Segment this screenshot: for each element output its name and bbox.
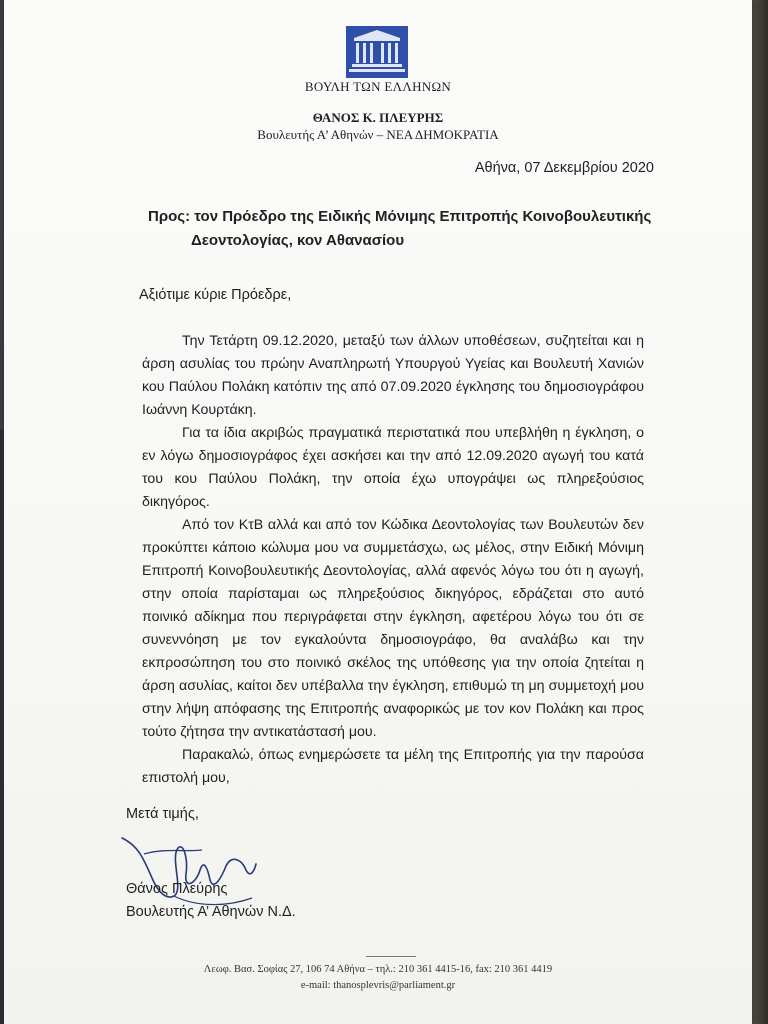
letter-body (142, 330, 644, 790)
body-paragraph: Από τον ΚτΒ αλλά και από τον Κώδικα Δεοντολογίας των Βουλευτών δεν προκύπτει κάποιο κώλυμα μου να συμμετάσχω, ως μέλος, στην Ειδική Μόνιμη Επιτροπή Κοινοβουλευτικής Δεοντολογίας, αλλά αφενός λόγω του ότι η αγωγή, στην οποία παρίσταμαι ως πληρεξούσιος δικηγόρος, εδράζεται στο αυτό ποινικό αδίκημα που περιγράφεται στην έγκληση, αφετέρου λόγω του ότι σε συνεννόηση με τον εγκαλούντα δημοσιογράφο, θα αναλάβω και την εκπροσώπηση του στο ποινικό σκέλος της υπόθεσης για την οποία ζητείται η άρση ασυλίας, καίτοι δεν υπέβαλλα την έγκληση, επιθυμώ τη μη συμμετοχή μου στην λήψη απόφασης της Επιτροπής αναφορικώς με τον κον Πολάκη και προς τούτο ζήτησα την αντικατάστασή μου. (142, 517, 644, 740)
sender-name: ΘΑΝΟΣ Κ. ΠΛΕΥΡΗΣ (312, 110, 444, 125)
signatory-role: Βουλευτής Α’ Αθηνών Ν.Δ. (126, 904, 296, 920)
footer-address: Λεωφ. Βασ. Σοφίας 27, 106 74 Αθήνα – τηλ.: 210 361 4415-16, fax: 210 361 4419 (203, 964, 553, 975)
signatory-name: Θάνος Πλεύρης (126, 881, 228, 897)
handwritten-signature-icon (114, 818, 264, 918)
organization-name: ΒΟΥΛΗ ΤΩΝ ΕΛΛΗΝΩΝ (304, 79, 452, 94)
salutation: Αξιότιμε κύριε Πρόεδρε, (139, 287, 292, 303)
recipient-line-2: Δεοντολογίας, κον Αθανασίου (191, 232, 405, 249)
letter-page (4, 0, 752, 1024)
parliament-crest-icon (346, 26, 408, 78)
recipient-block (148, 205, 668, 253)
footer-email: e-mail: thanosplevris@parliament.gr (300, 980, 456, 991)
recipient-label: Προς: (148, 208, 191, 225)
body-paragraph: Για τα ίδια ακριβώς πραγματικά περιστατικά που υπεβλήθη η έγκληση, ο εν λόγω δημοσιογράφος έχει ασκήσει και την από 12.09.2020 αγωγή του κατά του κου Παύλου Πολάκη, την οποία έχω υπογράψει ως πληρεξούσιος δικηγόρος. (142, 425, 644, 510)
footer-divider (366, 956, 416, 957)
letter-date: Αθήνα, 07 Δεκεμβρίου 2020 (474, 160, 654, 176)
closing-phrase: Μετά τιμής, (126, 806, 199, 822)
recipient-line-1: τον Πρόεδρο της Ειδικής Μόνιμης Επιτροπής Κοινοβουλευτικής (194, 208, 652, 225)
body-paragraph: Παρακαλώ, όπως ενημερώσετε τα μέλη της Επιτροπής για την παρούσα επιστολή μου, (142, 747, 644, 786)
body-paragraph: Την Τετάρτη 09.12.2020, μεταξύ των άλλων υποθέσεων, συζητείται και η άρση ασυλίας του πρώην Αναπληρωτή Υπουργού Υγείας και Βουλευτή Χανιών κου Παύλου Πολάκη κατόπιν της από 07.09.2020 έγκλησης του δημοσιογράφου Ιωάννη Κουρτάκη. (142, 333, 644, 418)
sender-role: Βουλευτής Α’ Αθηνών – ΝΕΑ ΔΗΜΟΚΡΑΤΙΑ (257, 127, 499, 142)
